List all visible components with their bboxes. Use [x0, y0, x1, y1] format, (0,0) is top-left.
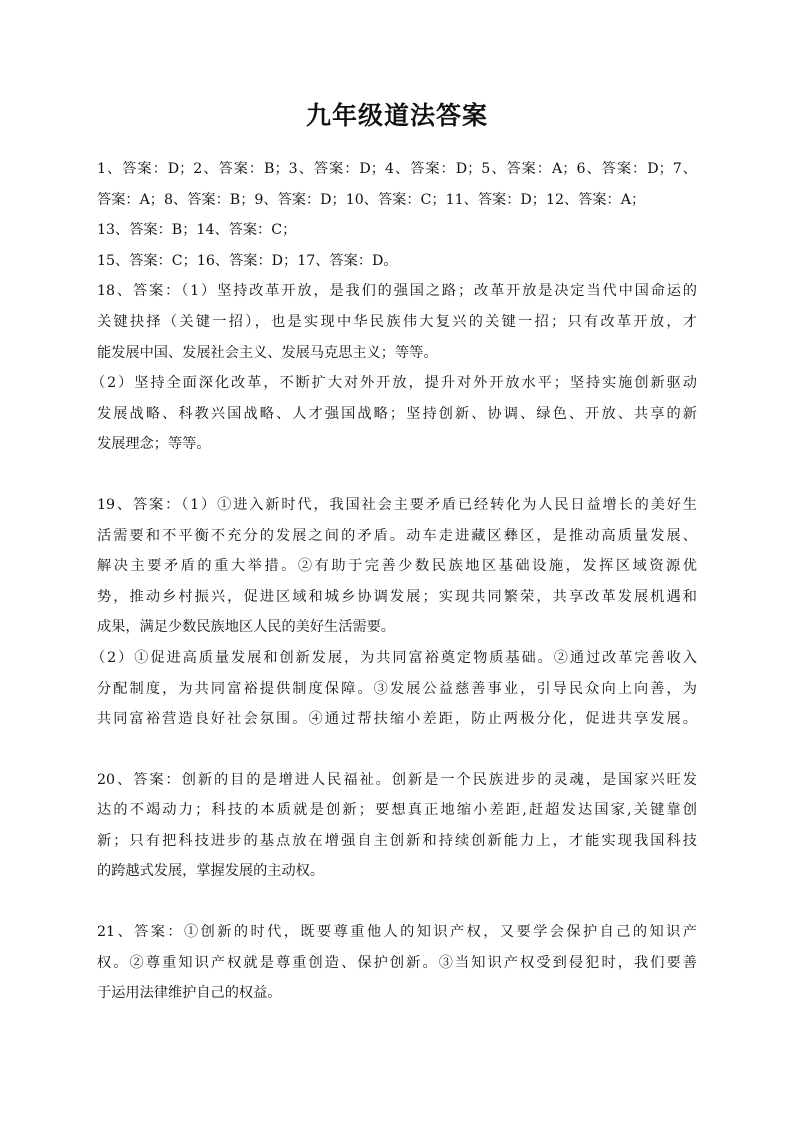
- answer-18-line: 能发展中国、发展社会主义、发展马克思主义；等等。: [97, 344, 438, 361]
- answer-line-7-12: 答案：A；8、答案：B；9、答案：D；10、答案：C；11、答案：D；12、答案：A；: [97, 191, 646, 208]
- answer-18-line: 关键抉择（关键一招），也是实现中华民族伟大复兴的关键一招；只有改革开放，才: [97, 313, 697, 330]
- answer-19-line: 成果，满足少数民族地区人民的美好生活需要。: [97, 619, 395, 636]
- page-title: 九年级道法答案: [305, 101, 488, 130]
- answer-19-line: 势，推动乡村振兴，促进区域和城乡协调发展；实现共同繁荣，共享改革发展机遇和: [97, 588, 697, 605]
- paragraph-gap: [97, 460, 697, 490]
- answer-19-part2-line: 共同富裕营造良好社会氛围。④通过帮扶缩小差距，防止两极分化，促进共享发展。: [97, 711, 697, 728]
- answer-18-part2-line: 发展理念；等等。: [97, 436, 211, 453]
- answer-21-line: 于运用法律维护自己的权益。: [97, 985, 282, 1002]
- answer-18-part2-line: （2）坚持全面深化改革，不断扩大对外开放，提升对外开放水平；坚持实施创新驱动: [91, 375, 697, 392]
- answer-19-part2-line: 分配制度，为共同富裕提供制度保障。③发展公益慈善事业，引导民众向上向善，为: [97, 680, 697, 697]
- answer-18-line: 18、答案：（1）坚持改革开放，是我们的强国之路；改革开放是决定当代中国命运的: [97, 283, 697, 300]
- answer-body: [91, 154, 697, 1009]
- answer-18-part2-line: 发展战略、科教兴国战略、人才强国战略；坚持创新、协调、绿色、开放、共享的新: [97, 405, 697, 422]
- answer-20-line: 20、答案：创新的目的是增进人民福祉。创新是一个民族进步的灵魂，是国家兴旺发: [97, 771, 697, 788]
- paragraph-gap: [97, 735, 697, 765]
- answer-20-line: 的跨越式发展，掌握发展的主动权。: [97, 863, 325, 880]
- answer-21-line: 21、答案：①创新的时代，既要尊重他人的知识产权，又要学会保护自己的知识产: [97, 924, 697, 941]
- paragraph-gap: [97, 887, 697, 917]
- answer-19-line: 活需要和不平衡不充分的发展之间的矛盾。动车走进藏区彝区，是推动高质量发展、: [97, 527, 697, 544]
- answer-line-13-14: 13、答案：B；14、答案：C；: [97, 222, 297, 239]
- answer-19-line: 解决主要矛盾的重大举措。②有助于完善少数民族地区基础设施，发挥区域资源优: [97, 558, 697, 575]
- answer-20-line: 达的不竭动力；科技的本质就是创新；要想真正地缩小差距,赶超发达国家,关键靠创: [97, 802, 697, 819]
- answer-19-part2-line: （2）①促进高质量发展和创新发展，为共同富裕奠定物质基础。②通过改革完善收入: [91, 649, 697, 666]
- answer-19-line: 19、答案：（1）①进入新时代，我国社会主要矛盾已经转化为人民日益增长的美好生: [97, 496, 697, 513]
- answer-line-1-7: 1、答案：D；2、答案：B；3、答案：D；4、答案：D；5、答案：A；6、答案：D；7、: [97, 161, 697, 177]
- answer-line-15-17: 15、答案：C；16、答案：D；17、答案：D。: [97, 252, 398, 269]
- answer-21-line: 权。②尊重知识产权就是尊重创造、保护创新。③当知识产权受到侵犯时，我们要善: [97, 954, 697, 971]
- answer-20-line: 新；只有把科技进步的基点放在增强自主创新和持续创新能力上，才能实现我国科技: [97, 832, 697, 849]
